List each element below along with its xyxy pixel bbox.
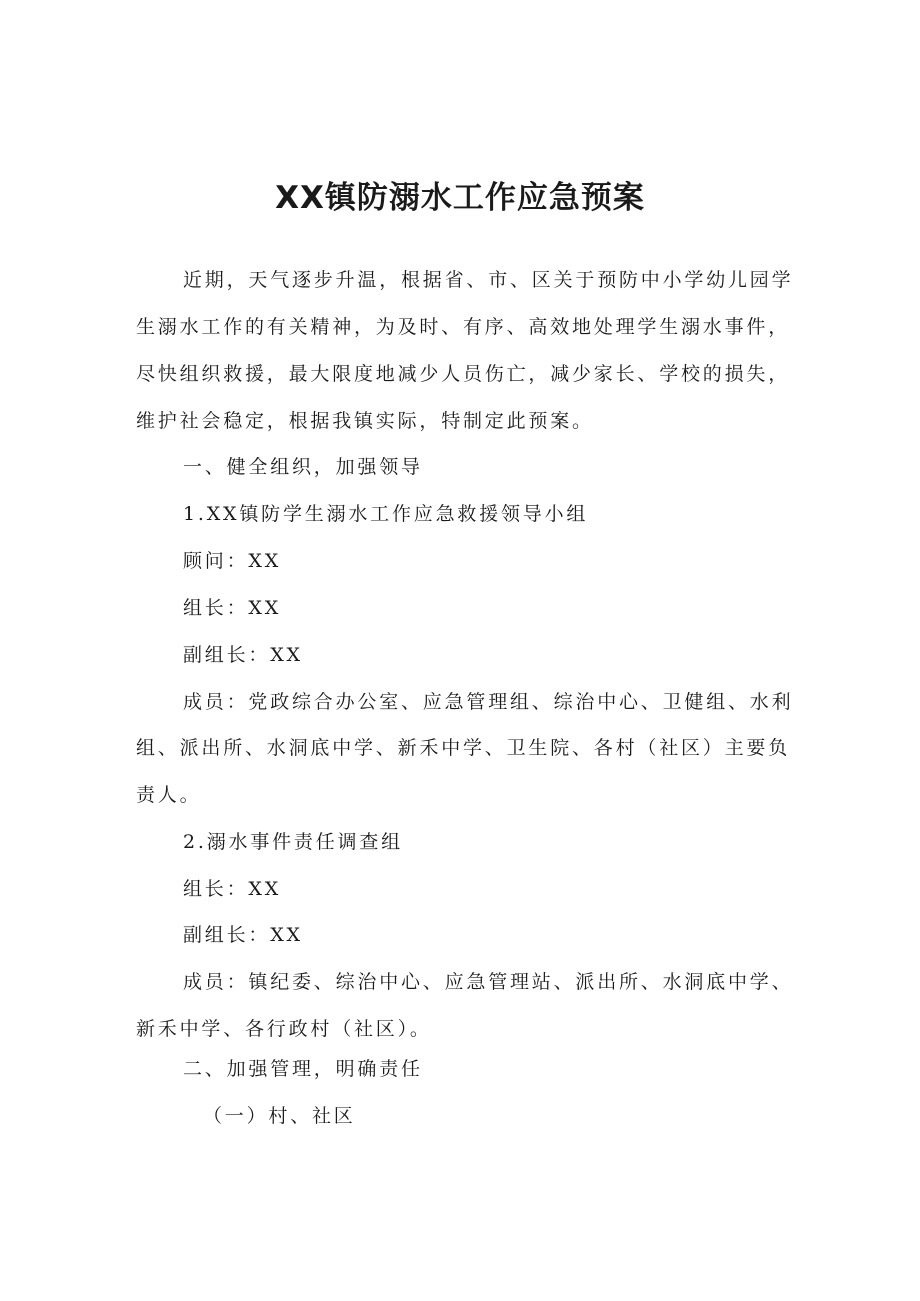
group-1-leader: 组长：XX bbox=[183, 597, 282, 619]
document-title: XX镇防溺水工作应急预案 bbox=[275, 180, 645, 216]
group-2-deputy: 副组长：XX bbox=[183, 924, 303, 946]
intro-line-1: 近期，天气逐步升温，根据省、市、区关于预防中小学幼儿园学 bbox=[183, 269, 794, 291]
group-2-members-line-1: 成员：镇纪委、综治中心、应急管理站、派出所、水洞底中学、 bbox=[183, 971, 794, 993]
group-1-members-line-2: 组、派出所、水洞底中学、新禾中学、卫生院、各村（社区）主要负 bbox=[136, 737, 791, 759]
group-2-members-line-2: 新禾中学、各行政村（社区）。 bbox=[136, 1018, 432, 1040]
group-1-members-line-3: 责人。 bbox=[136, 784, 202, 806]
section-1-heading: 一、健全组织，加强领导 bbox=[183, 456, 423, 478]
intro-line-4: 维护社会稳定，根据我镇实际，特制定此预案。 bbox=[136, 410, 594, 432]
group-1-adviser: 顾问：XX bbox=[183, 550, 282, 572]
group-1-members-line-1: 成员：党政综合办公室、应急管理组、综治中心、卫健组、水利 bbox=[183, 691, 794, 713]
group-2-leader: 组长：XX bbox=[183, 878, 282, 900]
intro-line-2: 生溺水工作的有关精神，为及时、有序、高效地处理学生溺水事件， bbox=[136, 316, 791, 338]
group-1-heading: 1.XX镇防学生溺水工作应急救援领导小组 bbox=[183, 503, 589, 525]
section-2-heading: 二、加强管理，明确责任 bbox=[183, 1058, 423, 1080]
group-2-heading: 2.溺水事件责任调查组 bbox=[183, 831, 403, 853]
group-1-deputy: 副组长：XX bbox=[183, 644, 303, 666]
intro-line-3: 尽快组织救援，最大限度地减少人员伤亡，减少家长、学校的损失， bbox=[136, 363, 791, 385]
section-2-subheading-1: （一）村、社区 bbox=[203, 1105, 356, 1127]
